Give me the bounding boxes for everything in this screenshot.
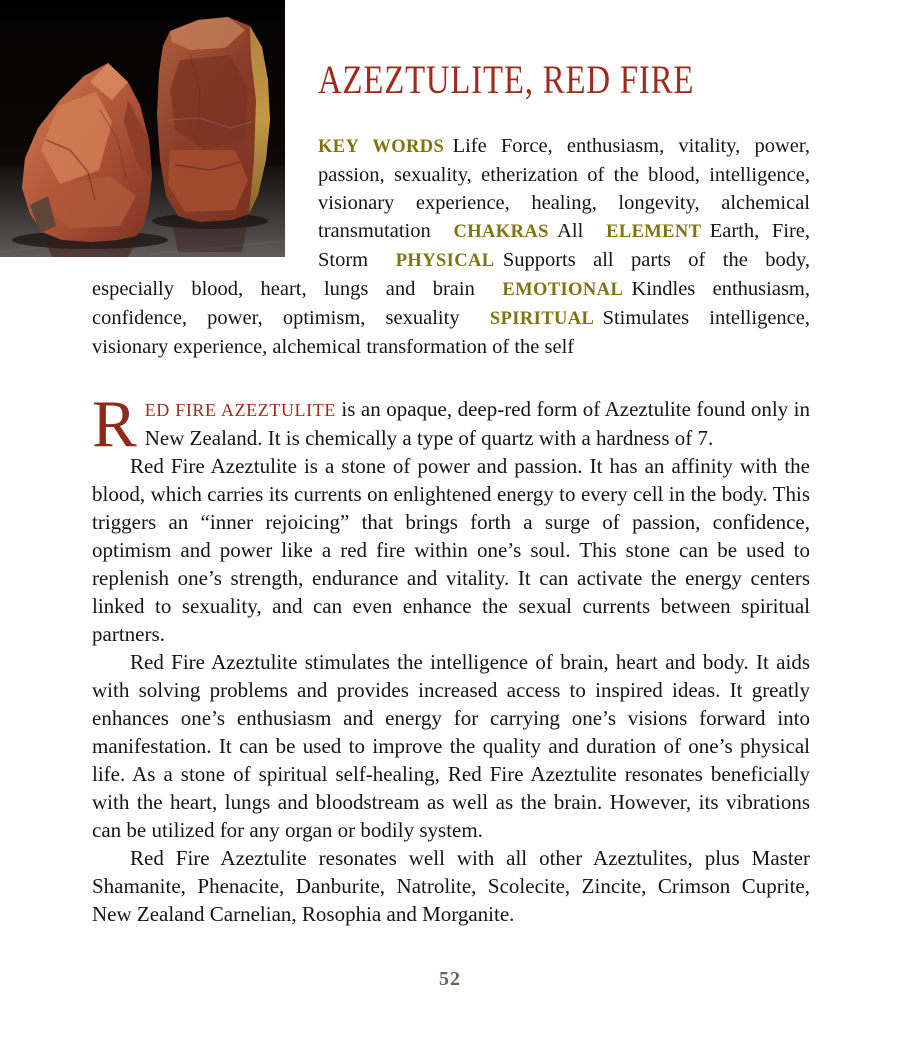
- keyword-value: Earth, Fire, Storm: [318, 220, 810, 271]
- intro-section: [92, 0, 810, 361]
- lead-paragraph: [92, 387, 811, 461]
- red-fire-azeztulite-photo: [0, 0, 285, 257]
- keyword-value: Stimulates intelligence, visionary experience, alchemical transformation of the self: [92, 307, 810, 358]
- keyword-label: KEY WORDS: [318, 137, 445, 157]
- keyword-value: Supports all parts of the body, especially blood, heart, lungs and brain: [92, 249, 811, 300]
- body-paragraph: Red Fire Azeztulite stimulates the intelligence of brain, heart and body. It aids with solving problems and provides increased access to inspired ideas. It greatly enhances one’s enthusiasm and energy for carrying one’s visions forward into manifestation. It can be used to improve the quality and duration of one’s physical life. As a stone of spiritual self-healing, Red Fire Azeztulite resonates beneficially with the heart, lungs and bloodstream as well as the brain. However, its vibrations can be utilized for any organ or bodily system.: [92, 650, 810, 842]
- lead-smallcaps: ED FIRE AZEZTULITE: [144, 400, 336, 420]
- drop-cap: R: [92, 387, 137, 461]
- keyword-value: Kindles enthusiasm, confidence, power, optimism, sexuality: [92, 278, 811, 329]
- body-paragraphs: [92, 452, 810, 928]
- keyword-label: PHYSICAL: [395, 251, 495, 271]
- body-paragraph: Red Fire Azeztulite is a stone of power and passion. It has an affinity with the blood, which carries its currents on enlightened energy to every cell in the body. This triggers an “inner rejoicing” that brings forth a surge of passion, confidence, optimism and power like a red fire within one’s soul. This stone can be used to replenish one’s strength, endurance and vitality. It can activate the energy centers linked to sexuality, and can even enhance the sexual currents between spiritual partners.: [92, 454, 810, 646]
- body-paragraph: Red Fire Azeztulite resonates well with all other Azeztulites, plus Master Shamanite, Phenacite, Danburite, Natrolite, Scolecite, Zincite, Crimson Cuprite, New Zealand Carnelian, Rosophia and Morganite.: [92, 846, 810, 926]
- lead-text: is an opaque, deep-red form of Azeztulite found only in New Zealand. It is chemically a type of quartz with a hardness of 7.: [144, 397, 811, 450]
- stone-photo-graphic: [0, 0, 285, 257]
- keyword-label: CHAKRAS: [453, 222, 549, 242]
- keyword-label: ELEMENT: [606, 222, 702, 242]
- keyword-label: EMOTIONAL: [502, 280, 624, 300]
- keyword-value: All: [557, 220, 584, 242]
- keyword-value: Life Force, enthusiasm, vitality, power, passion, sexuality, etherization of the blood, intelligence, visionary experience, healing, longevity, alchemical transmutation: [318, 135, 810, 242]
- page-title-text: AZEZTULITE, RED FIRE: [318, 57, 695, 102]
- article-body: [92, 387, 811, 928]
- page-number: 52: [439, 968, 461, 990]
- keyword-label: SPIRITUAL: [489, 309, 595, 329]
